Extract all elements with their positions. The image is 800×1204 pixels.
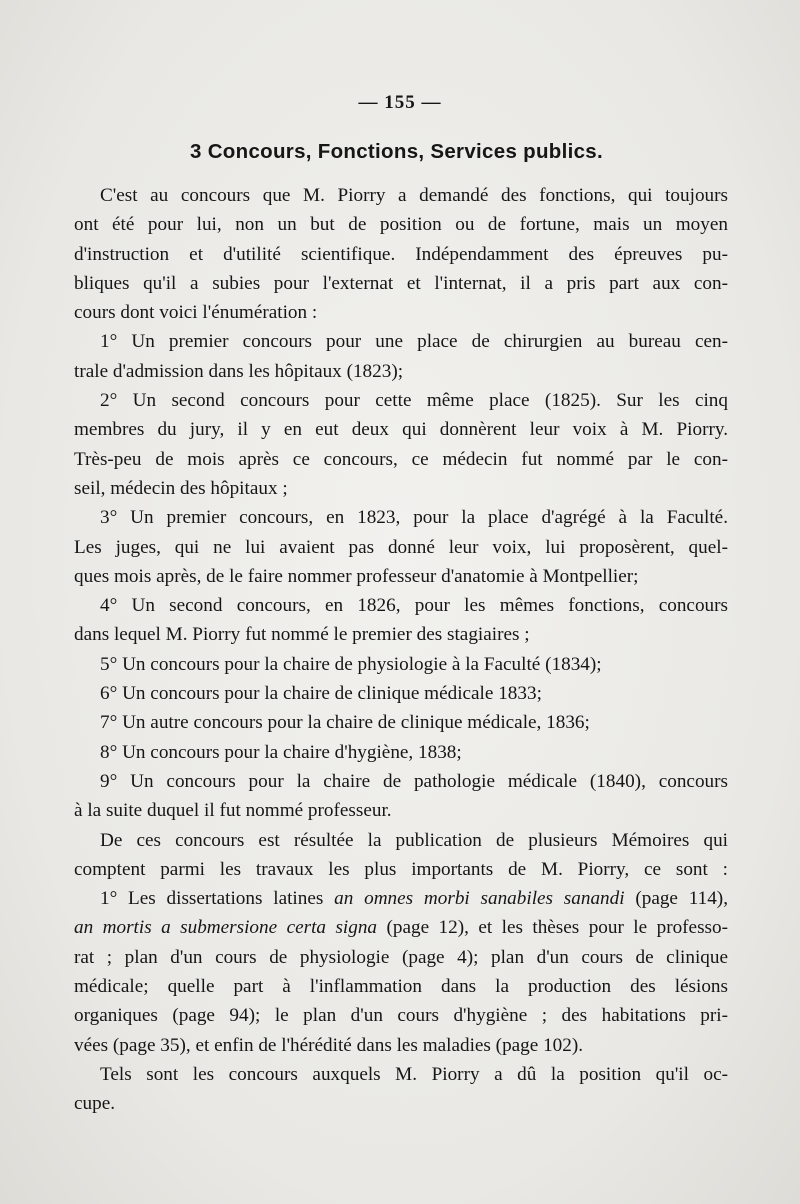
page-body xyxy=(74,181,728,1119)
text-line: Très-peu de mois après ce concours, ce médecin fut nommé par le con- xyxy=(74,448,728,470)
text-line: 2° Un second concours pour cette même place (1825). Sur les cinq xyxy=(100,390,728,412)
text-line xyxy=(74,913,728,942)
list-item-1 xyxy=(74,327,728,386)
text-line xyxy=(74,884,728,913)
text-line: rat ; plan d'un cours de physiologie (page 4); plan d'un cours de clinique xyxy=(74,946,728,968)
text-line: médicale; quelle part à l'inflammation dans la production des lésions xyxy=(74,976,728,998)
text-line: comptent parmi les travaux les plus importants de M. Piorry, ce sont : xyxy=(74,858,728,880)
latin-title: an mortis a submersione certa signa xyxy=(74,917,378,939)
list-item-5 xyxy=(74,650,728,679)
text-line: cupe. xyxy=(74,1093,116,1115)
list-item-8 xyxy=(74,738,728,767)
text-line: membres du jury, il y en eut deux qui donnèrent leur voix à M. Piorry. xyxy=(74,419,728,441)
text-line: 5° Un concours pour la chaire de physiologie à la Faculté (1834); xyxy=(100,653,602,675)
list-item-6 xyxy=(74,679,728,708)
text-line: ont été pour lui, non un but de position ou de fortune, mais un moyen xyxy=(74,214,728,236)
list-item-9 xyxy=(74,767,728,826)
text-line: seil, médecin des hôpitaux ; xyxy=(74,477,288,499)
text-line: vées (page 35), et enfin de l'hérédité dans les maladies (page 102). xyxy=(74,1034,584,1056)
text-line: cours dont voici l'énumération : xyxy=(74,302,318,324)
text-line: Les juges, qui ne lui avaient pas donné leur voix, lui proposèrent, quel- xyxy=(74,536,728,558)
paragraph-intro xyxy=(74,181,728,327)
text-line: 7° Un autre concours pour la chaire de clinique médicale, 1836; xyxy=(100,712,590,734)
list-item-4 xyxy=(74,591,728,650)
text-line: 3° Un premier concours, en 1823, pour la place d'agrégé à la Faculté. xyxy=(100,507,728,529)
paragraph-dissertations xyxy=(74,884,728,1060)
text-line: d'instruction et d'utilité scientifique. Indépendamment des épreuves pu- xyxy=(74,243,728,265)
page-number: — 155 — xyxy=(358,92,442,113)
text-line: Tels sont les concours auxquels M. Piorry a dû la position qu'il oc- xyxy=(100,1063,728,1085)
paragraph-memoires xyxy=(74,826,728,885)
text-run: (page 114), xyxy=(624,888,728,910)
section-heading: 3 Concours, Fonctions, Services publics. xyxy=(190,140,603,163)
text-line: dans lequel M. Piorry fut nommé le premier des stagiaires ; xyxy=(74,624,530,646)
text-line: 1° Un premier concours pour une place de chirurgien au bureau cen- xyxy=(100,331,728,353)
text-line: bliques qu'il a subies pour l'externat et l'internat, il a pris part aux con- xyxy=(74,272,728,294)
list-item-3 xyxy=(74,503,728,591)
paragraph-closing xyxy=(74,1060,728,1119)
latin-title: an omnes morbi sanabiles sanandi xyxy=(334,888,625,910)
text-run: 1° Les dissertations latines xyxy=(100,888,335,910)
text-line: 4° Un second concours, en 1826, pour les mêmes fonctions, concours xyxy=(100,595,728,617)
text-line: 8° Un concours pour la chaire d'hygiène, 1838; xyxy=(100,741,462,763)
list-item-2 xyxy=(74,386,728,503)
text-line: C'est au concours que M. Piorry a demandé des fonctions, qui toujours xyxy=(100,185,728,206)
text-line: 9° Un concours pour la chaire de pathologie médicale (1840), concours xyxy=(100,770,728,792)
text-line: organiques (page 94); le plan d'un cours d'hygiène ; des habitations pri- xyxy=(74,1005,728,1027)
text-line: De ces concours est résultée la publication de plusieurs Mémoires qui xyxy=(100,829,728,851)
text-run: (page 12), et les thèses pour le professo- xyxy=(377,917,728,939)
text-line: ques mois après, de le faire nommer professeur d'anatomie à Montpellier; xyxy=(74,565,639,587)
text-line: trale d'admission dans les hôpitaux (1823); xyxy=(74,360,404,382)
list-item-7 xyxy=(74,708,728,737)
text-line: à la suite duquel il fut nommé professeur. xyxy=(74,800,392,822)
text-line: 6° Un concours pour la chaire de clinique médicale 1833; xyxy=(100,683,542,705)
